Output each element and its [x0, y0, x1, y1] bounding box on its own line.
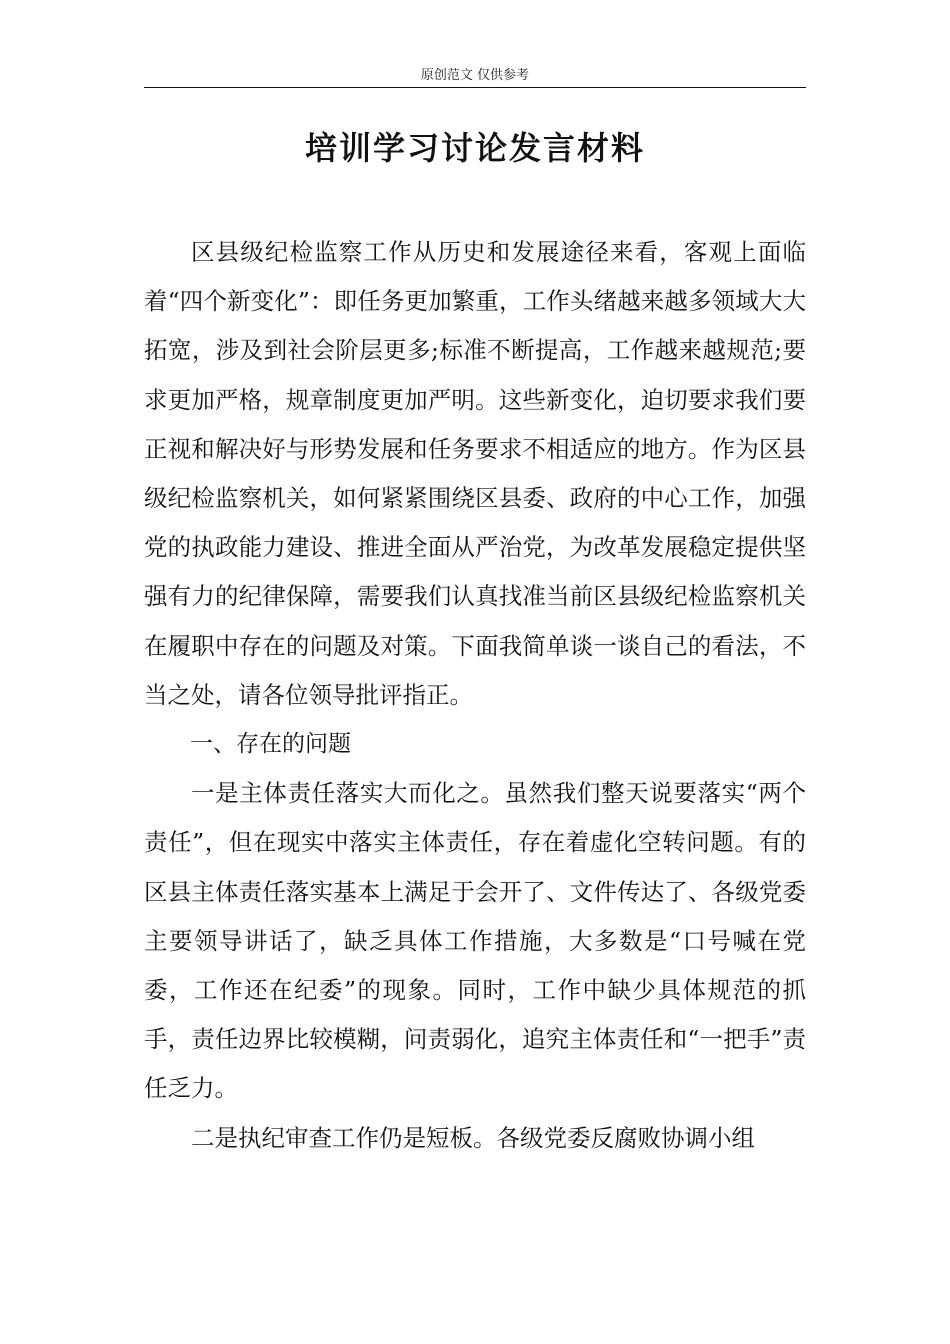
document-body [144, 228, 806, 1163]
paragraph-point-one: 一是主体责任落实大而化之。虽然我们整天说要落实“两个责任”，但在现实中落实主体责任，存在着虚化空转问题。有的区县主体责任落实基本上满足于会开了、文件传达了、各级党委主要领导讲话了，缺乏具体工作措施，大多数是“口号喊在党委，工作还在纪委”的现象。同时，工作中缺少具体规范的抓手，责任边界比较模糊，问责弱化，追究主体责任和“一把手”责任乏力。 [144, 779, 806, 1103]
paragraph-point-two: 二是执纪审查工作仍是短板。各级党委反腐败协调小组 [191, 1123, 755, 1152]
intro-paragraph: 区县级纪检监察工作从历史和发展途径来看，客观上面临着“四个新变化”：即任务更加繁重，工作头绪越来越多领域大大拓宽，涉及到社会阶层更多;标准不断提高，工作越来越规范;要求更加严格，规章制度更加严明。这些新变化，迫切要求我们要正视和解决好与形势发展和任务要求不相适应的地方。作为区县级纪检监察机关，如何紧紧围绕区县委、政府的中心工作，加强党的执政能力建设、推进全面从严治党，为改革发展稳定提供坚强有力的纪律保障，需要我们认真找准当前区县级纪检监察机关在履职中存在的问题及对策。下面我简单谈一谈自己的看法，不当之处，请各位领导批评指正。 [144, 238, 806, 709]
section-heading: 一、存在的问题 [190, 731, 351, 758]
document-title: 培训学习讨论发言材料 [304, 129, 645, 167]
page-header: 原创范文 仅供参考 [420, 68, 530, 83]
header-rule [144, 87, 806, 88]
